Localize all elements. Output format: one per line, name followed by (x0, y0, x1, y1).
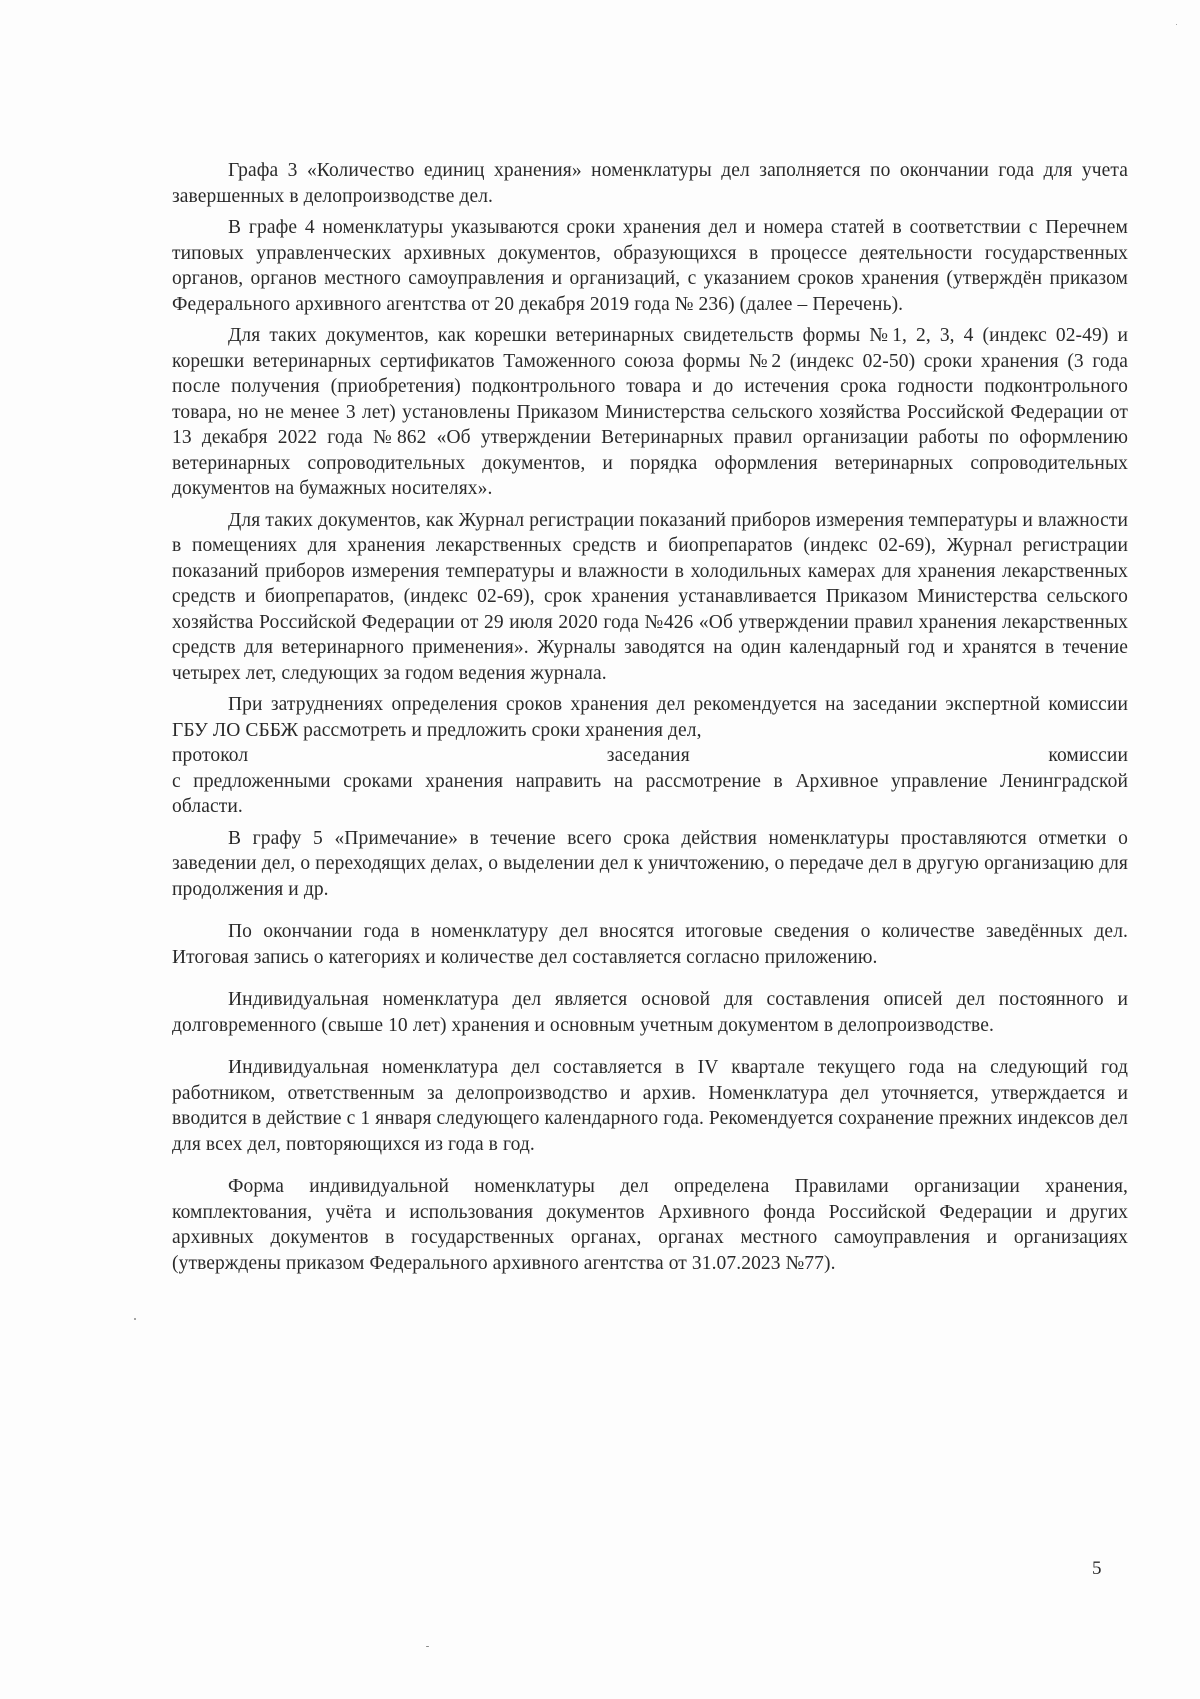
scan-speck (134, 1318, 136, 1320)
scan-speck (1176, 24, 1177, 25)
document-body (172, 158, 1128, 1276)
paragraph-nomenclature-compilation: Индивидуальная номенклатура дел составляется в IV квартале текущего года на следующий год работником, ответственным за делопроизводство и архив. Номенклатура дел уточняется, утверждается и вводится в действие с 1 января следующего календарного года. Рекомендуется сохранение прежних индексов дел для всех дел, повторяющихся из года в год. (172, 1057, 1128, 1155)
commission-word: комиссии (1048, 745, 1128, 766)
paragraph-grafa-4: В графе 4 номенклатуры указываются сроки хранения дел и номера статей в соответствии с Перечнем типовых управленческих архивных документов, образующихся в процессе деятельности государственных органов, органов местного самоуправления и организаций, с указанием сроков хранения (утверждён приказом Федерального архивного агентства от 20 декабря 2019 года № 236) (далее – Перечень). (172, 217, 1128, 315)
paragraph-expert-commission: При затруднениях определения сроков хранения дел рекомендуется на заседании экспертной комиссии ГБУ ЛО СББЖ рассмотреть и предложить сроки хранения дел, (172, 694, 1128, 741)
scan-speck (426, 1646, 429, 1647)
paragraph-grafa-5: В графу 5 «Примечание» в течение всего срока действия номенклатуры проставляются отметки о заведении дел, о переходящих делах, о выделении дел к уничтожению, о передаче дел в другую организацию для продолжения и др. (172, 827, 1128, 900)
page-number: 5 (1092, 1558, 1102, 1579)
paragraph-year-end-summary: По окончании года в номенклатуру дел вносятся итоговые сведения о количестве заведённых дел. Итоговая запись о категориях и количестве дел составляется согласно приложению. (172, 921, 1128, 968)
paragraph-nomenclature-basis: Индивидуальная номенклатура дел является основой для составления описей дел постоянного и долговременного (свыше 10 лет) хранения и основным учетным документом в делопроизводстве. (172, 989, 1128, 1036)
paragraph-grafa-3: Графа 3 «Количество единиц хранения» номенклатуры дел заполняется по окончании года для учета завершенных в делопроизводстве дел. (172, 160, 1128, 207)
paragraph-journals: Для таких документов, как Журнал регистрации показаний приборов измерения температуры и влажности в помещениях для хранения лекарственных средств и биопрепаратов (индекс 02-69), Журнал регистрации показаний приборов измерения температуры и влажности в холодильных камерах для хранения лекарственных средств и биопрепаратов, (индекс 02-69), срок хранения устанавливается Приказом Министерства сельского хозяйства Российской Федерации от 29 июля 2020 года №426 «Об утверждении правил хранения лекарственных средств для ветеринарного применения». Журналы заводятся на один календарный год и хранятся в течение четырех лет, следующих за годом ведения журнала. (172, 509, 1128, 684)
paragraph-archive-submission: с предложенными сроками хранения направить на рассмотрение в Архивное управление Ленинградской области. (172, 770, 1128, 817)
protocol-word: протокол (172, 745, 249, 766)
paragraph-nomenclature-form: Форма индивидуальной номенклатуры дел определена Правилами организации хранения, комплектования, учёта и использования документов Архивного фонда Российской Федерации и других архивных документов в государственных органах, органах местного самоуправления и организациях (утверждены приказом Федерального архивного агентства от 31.07.2023 №77). (172, 1176, 1128, 1274)
protocol-line (172, 743, 1128, 769)
paragraph-vet-certificates: Для таких документов, как корешки ветеринарных свидетельств формы №1, 2, 3, 4 (индекс 02-49) и корешки ветеринарных сертификатов Таможенного союза формы №2 (индекс 02-50) сроки хранения (3 года после получения (приобретения) подконтрольного товара и до истечения срока годности подконтрольного товара, но не менее 3 лет) установлены Приказом Министерства сельского хозяйства Российской Федерации от 13 декабря 2022 года №862 «Об утверждении Ветеринарных правил организации работы по оформлению ветеринарных сопроводительных документов, и порядка оформления ветеринарных сопроводительных документов на бумажных носителях». (172, 325, 1128, 499)
meeting-word: заседания (606, 745, 690, 766)
